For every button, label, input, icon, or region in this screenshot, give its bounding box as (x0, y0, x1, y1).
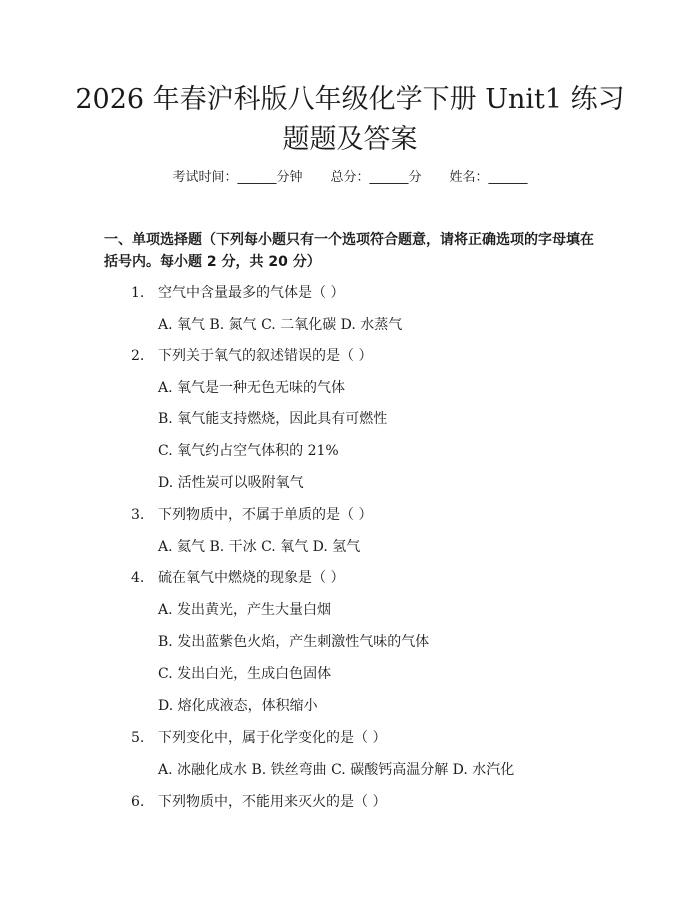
question-option: C. 发出白光，生成白色固体 (158, 666, 332, 682)
question-number: 6. (131, 794, 145, 810)
question-option: A. 氧气 B. 氮气 C. 二氧化碳 D. 水蒸气 (158, 317, 403, 333)
question-text: 下列关于氧气的叙述错误的是（ ） (158, 348, 373, 364)
question-option: B. 发出蓝紫色火焰，产生刺激性气味的气体 (158, 634, 430, 650)
question-item (131, 346, 372, 366)
question-number: 5. (131, 730, 145, 746)
document-title-line-1: 2026 年春沪科版八年级化学下册 Unit1 练习 (75, 84, 625, 115)
question-number: 1. (131, 285, 145, 301)
question-text: 下列物质中，不属于单质的是（ ） (158, 507, 373, 523)
question-text: 硫在氧气中燃烧的现象是（ ） (158, 570, 345, 586)
question-item (131, 283, 344, 303)
exam-time-field: 考试时间：______分钟 (172, 170, 303, 185)
question-option: A. 冰融化成水 B. 铁丝弯曲 C. 碳酸钙高温分解 D. 水汽化 (158, 762, 515, 778)
question-item (131, 568, 344, 588)
question-option: A. 发出黄光，产生大量白烟 (158, 602, 332, 618)
question-item (131, 728, 386, 748)
question-option: C. 氧气约占空气体积的 21% (158, 443, 339, 459)
question-number: 3. (131, 507, 145, 523)
question-option: A. 氧气是一种无色无味的气体 (158, 380, 346, 396)
question-text: 空气中含量最多的气体是（ ） (158, 285, 345, 301)
question-option: D. 活性炭可以吸附氧气 (158, 475, 304, 491)
total-score-field: 总分：______分 (330, 170, 422, 185)
question-number: 2. (131, 348, 145, 364)
question-item (131, 505, 372, 525)
exam-meta (0, 168, 700, 188)
question-text: 下列物质中，不能用来灭火的是（ ） (158, 794, 387, 810)
question-item (131, 792, 386, 812)
document-title-line-2: 题题及答案 (282, 124, 418, 155)
question-text: 下列变化中，属于化学变化的是（ ） (158, 730, 387, 746)
question-option: A. 氦气 B. 干冰 C. 氧气 D. 氢气 (158, 539, 361, 555)
question-option: D. 熔化成液态，体积缩小 (158, 698, 318, 714)
section-heading: 一、单项选择题（下列每小题只有一个选项符合题意，请将正确选项的字母填在括号内。每小题 2 分，共 20 分） (104, 232, 594, 270)
name-field: 姓名：______ (449, 170, 528, 185)
question-option: B. 氧气能支持燃烧，因此具有可燃性 (158, 411, 388, 427)
question-number: 4. (131, 570, 145, 586)
